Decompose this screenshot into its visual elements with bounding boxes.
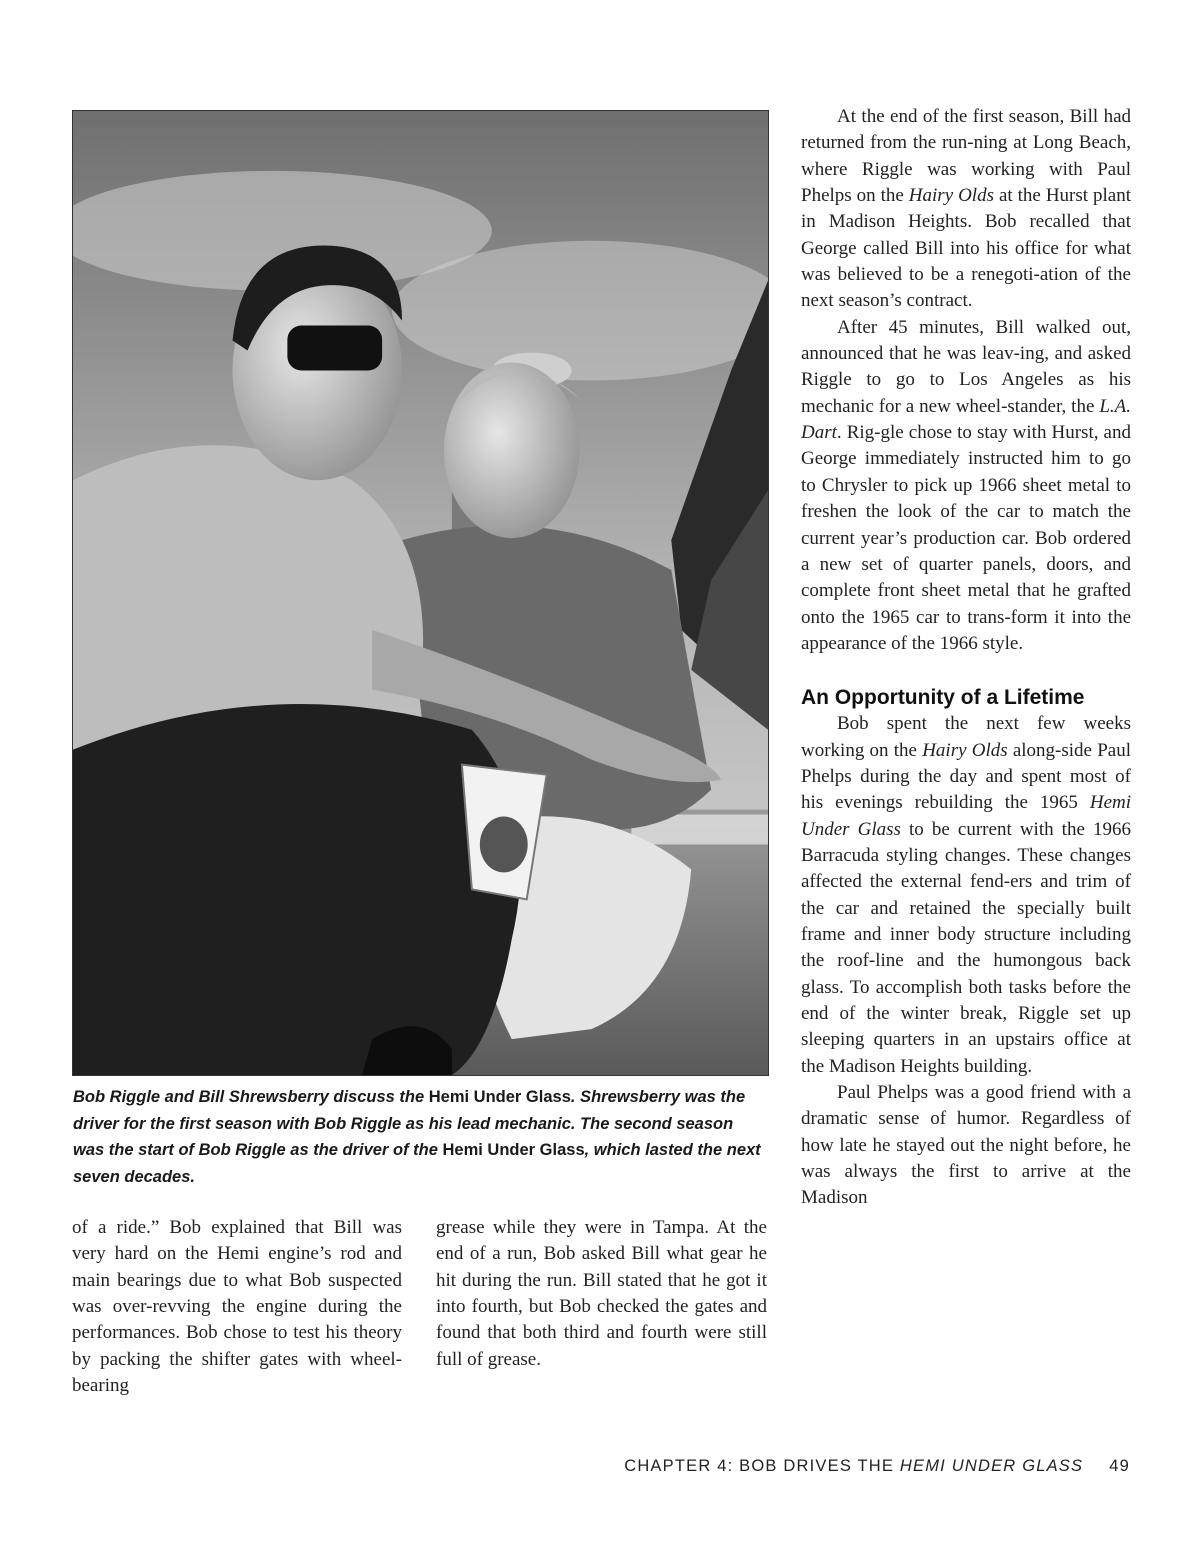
caption-car-name-1: Hemi Under Glass xyxy=(428,1088,571,1106)
column-3-paragraph-3: Bob spent the next few weeks working on the Hairy Olds along-side Paul Phelps during the day and spent most of his evenings rebuilding the 1965 Hemi Under Glass to be current with the 1966 Barracuda styling changes. These changes affected the external fend-ers and trim of the car and retained the specially built frame and inner body structure including the roof-line and the humongous back glass. To accomplish both tasks before the end of the winter break, Riggle set up sleeping quarters in an upstairs office at the Madison Heights building. xyxy=(801,713,1131,1077)
column-3-paragraph-1: At the end of the first season, Bill had returned from the run-ning at Long Beach, where Riggle was working with Paul Phelps on the Hairy Olds at the Hurst plant in Madison Heights. Bob recalled that George called Bill into his office for what was believed to be a renegoti-ation of the next season’s contract. xyxy=(801,106,1132,312)
sunglasses xyxy=(287,326,382,371)
column-3-paragraph-4: Paul Phelps was a good friend with a dramatic sense of humor. Regardless of how late he stayed out the night before, he was always the first to arrive at the Madison xyxy=(801,1082,1131,1209)
page-footer xyxy=(624,1457,1130,1476)
man-left-trousers xyxy=(73,704,521,1075)
body-column-3 xyxy=(801,104,1131,1212)
body-column-1 xyxy=(72,1215,402,1399)
footer-chapter: CHAPTER 4: BOB DRIVES THE xyxy=(624,1457,900,1475)
column-3-paragraph-2: After 45 minutes, Bill walked out, announced that he was leav-ing, and asked Riggle to go to Los Angeles as his mechanic for a new wheel-stander, the L.A. Dart. Rig-gle chose to stay with Hurst, and George immediately instructed him to go to Chrysler to pick up 1966 sheet metal to freshen the look of the car to match the current year’s production car. Bob ordered a new set of quarter panels, doors, and complete front sheet metal that he grafted onto the 1965 car to trans-form it into the appearance of the 1966 style. xyxy=(801,316,1131,654)
photo-caption xyxy=(73,1084,763,1190)
caption-car-name-2: Hemi Under Glass xyxy=(442,1141,585,1159)
photograph xyxy=(72,110,769,1076)
man-right-face xyxy=(444,362,580,538)
photo-illustration xyxy=(73,111,768,1075)
section-heading: An Opportunity of a Lifetime xyxy=(801,686,1085,710)
column-2-paragraph: grease while they were in Tampa. At the end of a run, Bob asked Bill what gear he hit during the run. Bill stated that he got it into fourth, but Bob checked the gates and found that both third and fourth were still full of grease. xyxy=(436,1217,767,1370)
footer-title: HEMI UNDER GLASS xyxy=(899,1457,1084,1475)
caption-text-3: , which lasted the next seven decades. xyxy=(73,1141,761,1186)
body-column-2 xyxy=(436,1215,767,1373)
column-1-paragraph: of a ride.” Bob explained that Bill was very hard on the Hemi engine’s rod and main bearings due to what Bob suspected was over-revving the engine during the performances. Bob chose to test his theory by packing the shifter gates with wheel-bearing xyxy=(72,1217,402,1397)
page-number: 49 xyxy=(1109,1457,1130,1475)
caption-text-2: . Shrewsberry was the driver for the first season with Bob Riggle as his lead mechanic. The second season was the start of Bob Riggle as the driver of the xyxy=(73,1088,746,1159)
caption-text-1: Bob Riggle and Bill Shrewsberry discuss the xyxy=(73,1088,429,1106)
